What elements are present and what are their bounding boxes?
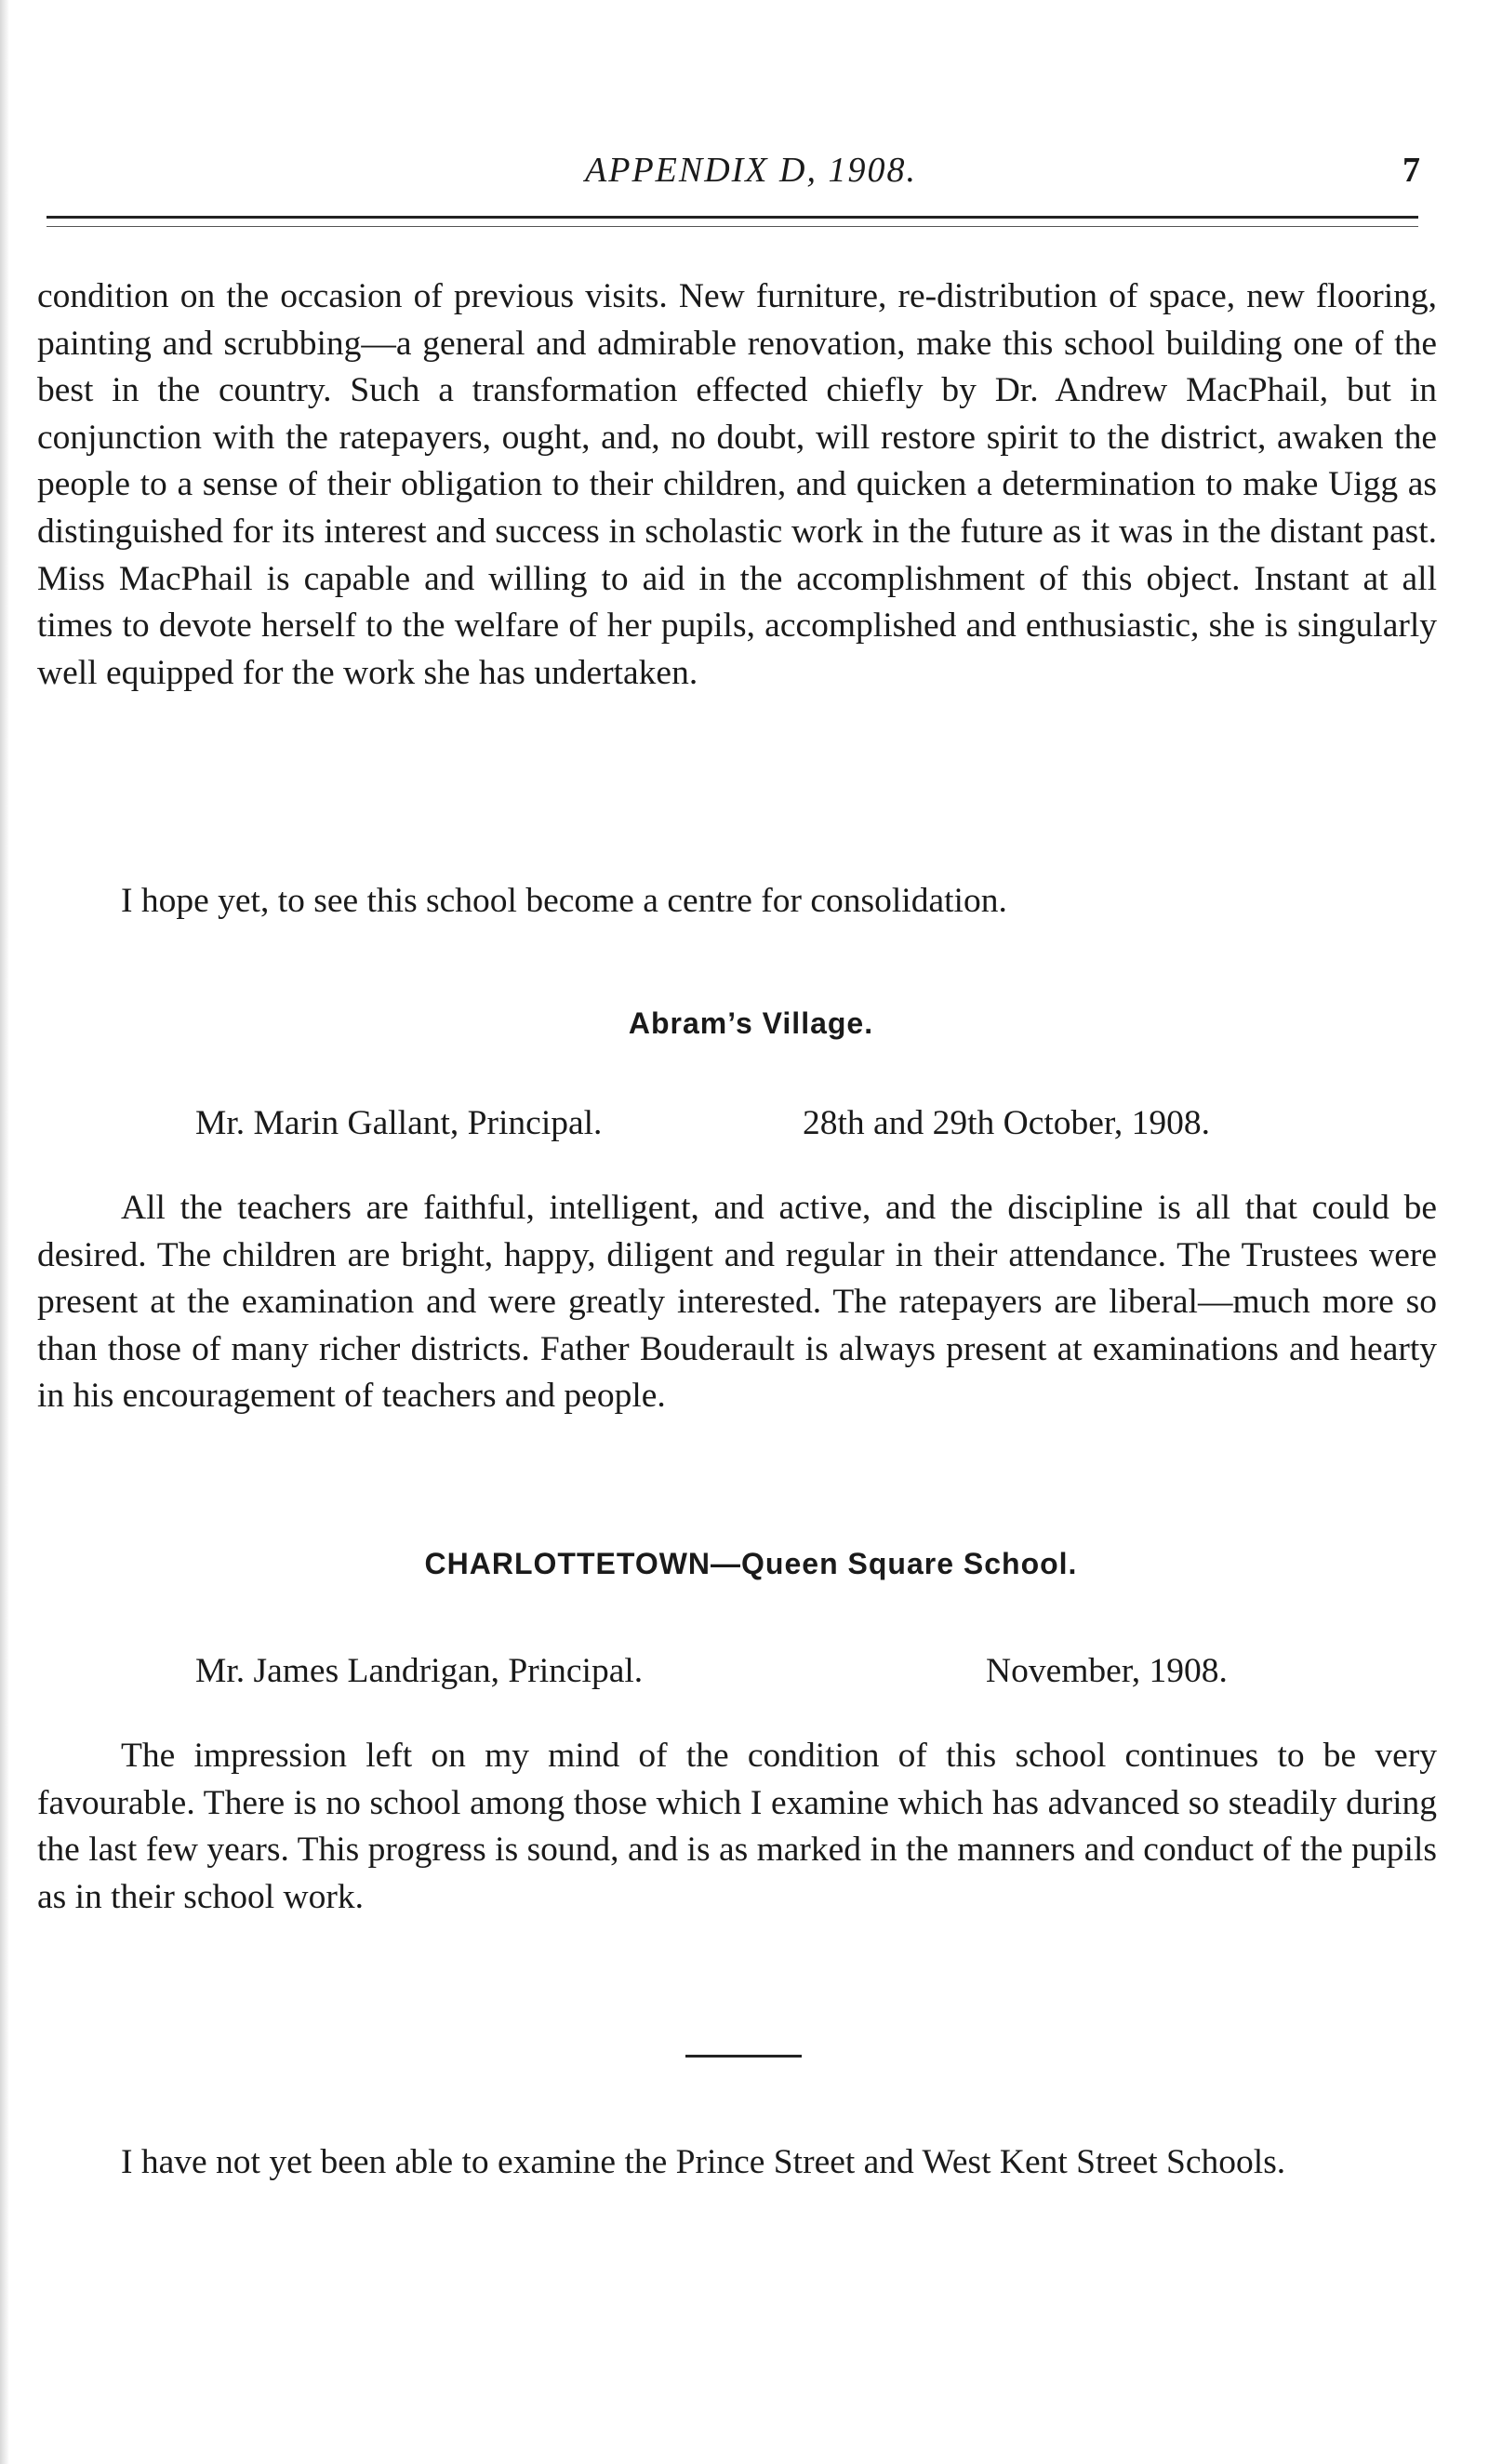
paragraph-uigg-renovation: condition on the occasion of previous visits. New furniture, re-distribution of space, new flooring, painting and scrubbing—a general and admirable renovation, make this school building one of the best in the country. Such a transformation effected chiefly by Dr. Andrew MacPhail, but in conjunction with the ratepayers, ought, and, no doubt, will restore spirit to the district, awaken the people to a sense of their obligation to their children, and quicken a determination to make Uigg as distinguished for its interest and success in scholastic work in the future as it was in the distant past. Miss MacPhail is capable and willing to aid in the accomplishment of this object. Instant at all times to devote herself to the welfare of her pupils, accomplished and enthusiastic, she is singularly well equipped for the work she has undertaken.: [37, 277, 1437, 692]
header-rule-thin: [47, 226, 1418, 227]
paragraph-not-examined: I have not yet been able to examine the Prince Street and West Kent Street Schools.: [121, 2143, 1286, 2181]
section-divider-rule: [685, 2055, 802, 2058]
page-number: 7: [1402, 151, 1420, 190]
running-title: APPENDIX D, 1908.: [585, 151, 917, 190]
page-edge-shadow: [0, 0, 9, 2464]
running-head: [0, 147, 1502, 193]
principal-abrams-village: Mr. Marin Gallant, Principal.: [195, 1104, 603, 1142]
section-heading-abrams-village: Abram’s Village.: [628, 1006, 874, 1040]
principal-queen-square: Mr. James Landrigan, Principal.: [195, 1652, 644, 1690]
header-rule: [47, 216, 1418, 219]
paragraph-consolidation: I hope yet, to see this school become a centre for consolidation.: [121, 882, 1007, 920]
date-abrams-village: 28th and 29th October, 1908.: [803, 1104, 1211, 1142]
paragraph-queen-square: The impression left on my mind of the condition of this school continues to be very favourable. There is no school among those which I examine which has advanced so steadily during the last few years. This progress is sound, and is as marked in the manners and conduct of the pupils as in their school work.: [37, 1737, 1437, 1916]
paragraph-abrams-village: All the teachers are faithful, intelligent, and active, and the discipline is all that could be desired. The children are bright, happy, diligent and regular in their attendance. The Trustees were present at the examination and were greatly interested. The ratepayers are liberal—much more so than those of many richer districts. Father Bouderault is always present at examinations and hearty in his encouragement of teachers and people.: [37, 1189, 1437, 1416]
date-queen-square: November, 1908.: [986, 1652, 1228, 1690]
section-heading-queen-square: CHARLOTTETOWN—Queen Square School.: [424, 1547, 1078, 1580]
